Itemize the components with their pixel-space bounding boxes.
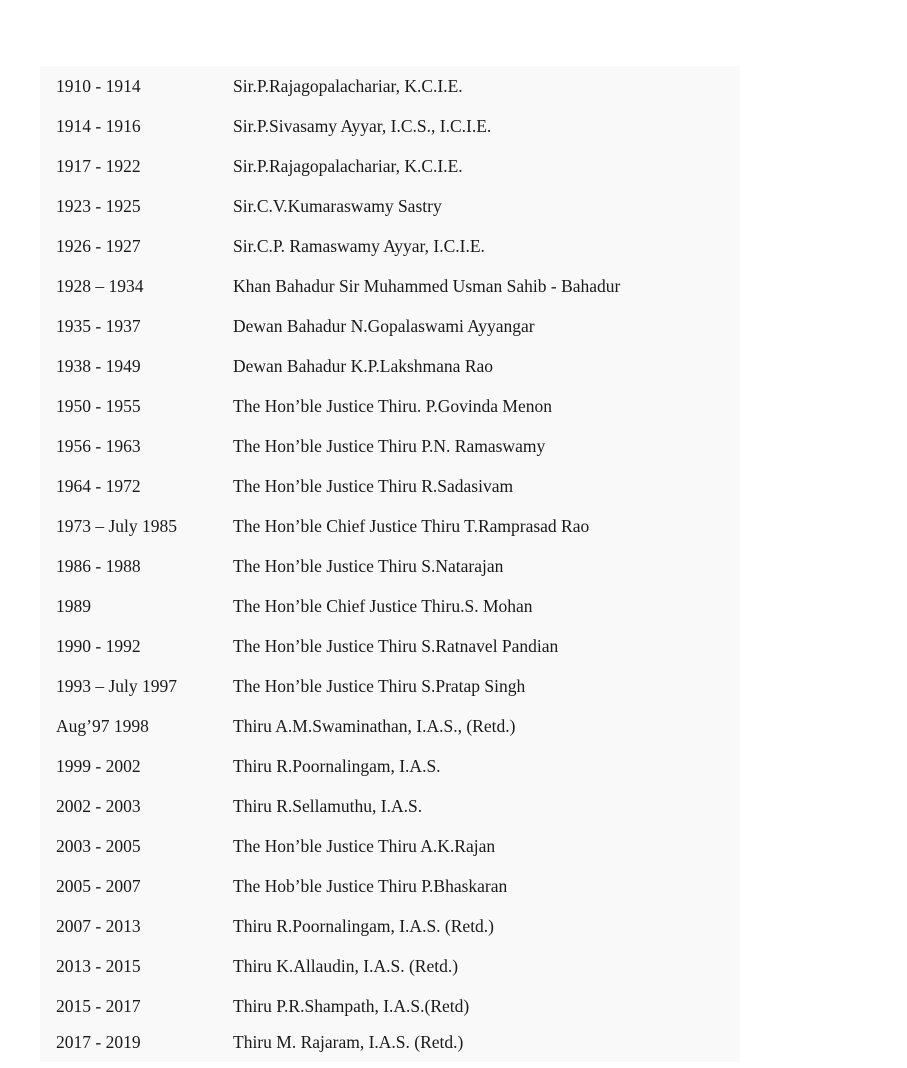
list-row bbox=[40, 346, 740, 386]
tenure-years: 1964 - 1972 bbox=[56, 476, 141, 496]
list-row bbox=[40, 186, 740, 226]
officeholder-name: Thiru A.M.Swaminathan, I.A.S., (Retd.) bbox=[233, 716, 516, 736]
list-row bbox=[40, 266, 740, 306]
list-row bbox=[40, 986, 740, 1026]
tenure-years: 1999 - 2002 bbox=[56, 756, 141, 776]
officeholder-name: The Hon’ble Chief Justice Thiru T.Ramprasad Rao bbox=[233, 516, 590, 536]
tenure-years: 1910 - 1914 bbox=[56, 76, 141, 96]
officeholder-name: The Hon’ble Justice Thiru A.K.Rajan bbox=[233, 836, 496, 856]
tenure-years: 2013 - 2015 bbox=[56, 956, 141, 976]
tenure-years: 2007 - 2013 bbox=[56, 916, 141, 936]
officeholder-name: Dewan Bahadur N.Gopalaswami Ayyangar bbox=[233, 316, 535, 336]
tenure-years: 1914 - 1916 bbox=[56, 116, 141, 136]
tenure-years: 1993 – July 1997 bbox=[56, 676, 178, 696]
list-row bbox=[40, 146, 740, 186]
list-row bbox=[40, 1022, 740, 1062]
tenure-years: 1973 – July 1985 bbox=[56, 516, 178, 536]
tenure-years: 1928 – 1934 bbox=[56, 276, 144, 296]
officeholder-name: Khan Bahadur Sir Muhammed Usman Sahib - Bahadur bbox=[233, 276, 621, 296]
list-row bbox=[40, 666, 740, 706]
officeholder-name: The Hob’ble Justice Thiru P.Bhaskaran bbox=[233, 876, 508, 896]
officeholder-name: The Hon’ble Justice Thiru S.Ratnavel Pandian bbox=[233, 636, 559, 656]
officeholder-name: Dewan Bahadur K.P.Lakshmana Rao bbox=[233, 356, 494, 376]
tenure-years: 1950 - 1955 bbox=[56, 396, 141, 416]
officeholder-name: Thiru R.Sellamuthu, I.A.S. bbox=[233, 796, 423, 816]
tenure-years: 1990 - 1992 bbox=[56, 636, 141, 656]
list-row bbox=[40, 386, 740, 426]
list-row bbox=[40, 466, 740, 506]
list-row bbox=[40, 706, 740, 746]
officeholder-name: The Hon’ble Justice Thiru S.Pratap Singh bbox=[233, 676, 526, 696]
tenure-years: 1986 - 1988 bbox=[56, 556, 141, 576]
officeholder-name: Sir.C.V.Kumaraswamy Sastry bbox=[233, 196, 442, 216]
tenure-years: 1926 - 1927 bbox=[56, 236, 141, 256]
list-row bbox=[40, 546, 740, 586]
document-page bbox=[40, 66, 740, 1062]
officeholder-name: The Hon’ble Justice Thiru. P.Govinda Menon bbox=[233, 396, 553, 416]
officeholder-name: Sir.P.Rajagopalachariar, K.C.I.E. bbox=[233, 76, 463, 96]
list-row bbox=[40, 786, 740, 826]
list-row bbox=[40, 906, 740, 946]
tenure-years: 1989 bbox=[56, 596, 91, 616]
list-row bbox=[40, 746, 740, 786]
tenure-years: 2017 - 2019 bbox=[56, 1032, 141, 1052]
officeholder-name: The Hon’ble Justice Thiru P.N. Ramaswamy bbox=[233, 436, 546, 456]
list-row bbox=[40, 306, 740, 346]
officeholder-name: Sir.P.Rajagopalachariar, K.C.I.E. bbox=[233, 156, 463, 176]
list-row bbox=[40, 586, 740, 626]
tenure-years: 1956 - 1963 bbox=[56, 436, 141, 456]
officeholder-name: Thiru M. Rajaram, I.A.S. (Retd.) bbox=[233, 1032, 464, 1052]
officeholder-name: The Hon’ble Chief Justice Thiru.S. Mohan bbox=[233, 596, 533, 616]
list-row bbox=[40, 626, 740, 666]
list-row bbox=[40, 946, 740, 986]
tenure-years: 1938 - 1949 bbox=[56, 356, 141, 376]
list-row bbox=[40, 826, 740, 866]
tenure-years: 2005 - 2007 bbox=[56, 876, 141, 896]
tenure-years: 2015 - 2017 bbox=[56, 996, 141, 1016]
tenure-years: 1923 - 1925 bbox=[56, 196, 141, 216]
officeholder-name: Sir.C.P. Ramaswamy Ayyar, I.C.I.E. bbox=[233, 236, 485, 256]
officeholder-name: Sir.P.Sivasamy Ayyar, I.C.S., I.C.I.E. bbox=[233, 116, 492, 136]
list-row bbox=[40, 226, 740, 266]
list-row bbox=[40, 866, 740, 906]
officeholder-name: Thiru K.Allaudin, I.A.S. (Retd.) bbox=[233, 956, 459, 976]
tenure-years: 1917 - 1922 bbox=[56, 156, 141, 176]
tenure-years: 2003 - 2005 bbox=[56, 836, 141, 856]
officeholder-name: Thiru R.Poornalingam, I.A.S. bbox=[233, 756, 441, 776]
tenure-years: Aug’97 1998 bbox=[56, 716, 149, 736]
officeholder-name: The Hon’ble Justice Thiru S.Natarajan bbox=[233, 556, 504, 576]
list-row bbox=[40, 426, 740, 466]
officeholder-name: Thiru R.Poornalingam, I.A.S. (Retd.) bbox=[233, 916, 495, 936]
tenure-years: 1935 - 1937 bbox=[56, 316, 141, 336]
list-row bbox=[40, 66, 740, 106]
list-row bbox=[40, 506, 740, 546]
officeholder-name: The Hon’ble Justice Thiru R.Sadasivam bbox=[233, 476, 514, 496]
officeholder-name: Thiru P.R.Shampath, I.A.S.(Retd) bbox=[233, 996, 470, 1016]
tenure-years: 2002 - 2003 bbox=[56, 796, 141, 816]
list-row bbox=[40, 106, 740, 146]
